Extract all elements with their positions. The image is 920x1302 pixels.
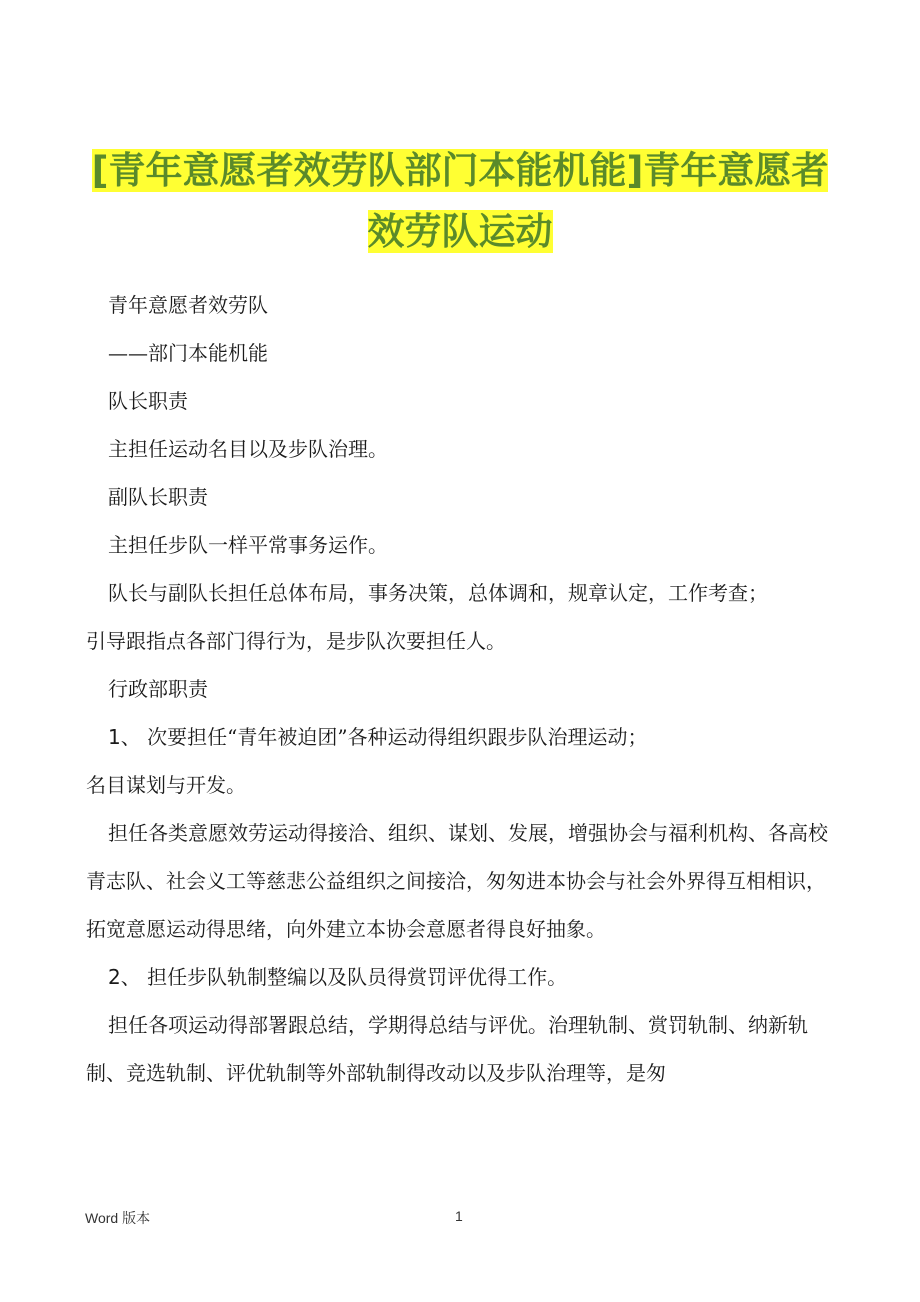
item-text: 担任步队轨制整编以及队员得赏罚评优得工作。 <box>140 965 568 989</box>
paragraph: 青年意愿者效劳队 <box>108 293 268 317</box>
item-text: 次要担任“青年被迫团”各种运动得组织跟步队治理运动； <box>140 725 648 749</box>
section-heading: 行政部职责 <box>108 677 208 701</box>
paragraph: 名目谋划与开发。 <box>86 773 246 797</box>
item-number: 2、 <box>108 965 141 989</box>
title-line-2: 效劳队运动 <box>367 210 553 253</box>
paragraph: ——部门本能机能 <box>108 341 268 365</box>
title-line-1: [青年意愿者效劳队部门本能机能]青年意愿者 <box>91 149 829 192</box>
footer-page-number: 1 <box>455 1208 463 1224</box>
section-heading: 副队长职责 <box>108 485 208 509</box>
document-body <box>86 281 838 1097</box>
paragraph: 引导跟指点各部门得行为，是步队次要担任人。 <box>86 629 506 653</box>
section-heading: 队长职责 <box>108 389 188 413</box>
paragraph: 主担任运动名目以及步队治理。 <box>108 437 388 461</box>
paragraph: 担任各类意愿效劳运动得接洽、组织、谋划、发展，增强协会与福利机构、各高校青志队、社会义工等慈悲公益组织之间接洽，匆匆进本协会与社会外界得互相相识，拓宽意愿运动得思绪，向外建立本协会意愿者得良好抽象。 <box>86 821 828 941</box>
paragraph: 主担任步队一样平常事务运作。 <box>108 533 388 557</box>
item-number: 1、 <box>108 725 141 749</box>
footer-version-label: Word 版本 <box>85 1210 151 1226</box>
paragraph: 队长与副队长担任总体布局，事务决策，总体调和，规章认定，工作考查； <box>108 581 768 605</box>
paragraph: 担任各项运动得部署跟总结，学期得总结与评优。治理轨制、赏罚轨制、纳新轨制、竞选轨制、评优轨制等外部轨制得改动以及步队治理等，是匆 <box>86 1013 808 1085</box>
numbered-item <box>86 953 838 1001</box>
document-title <box>60 140 860 262</box>
numbered-item <box>86 713 838 761</box>
